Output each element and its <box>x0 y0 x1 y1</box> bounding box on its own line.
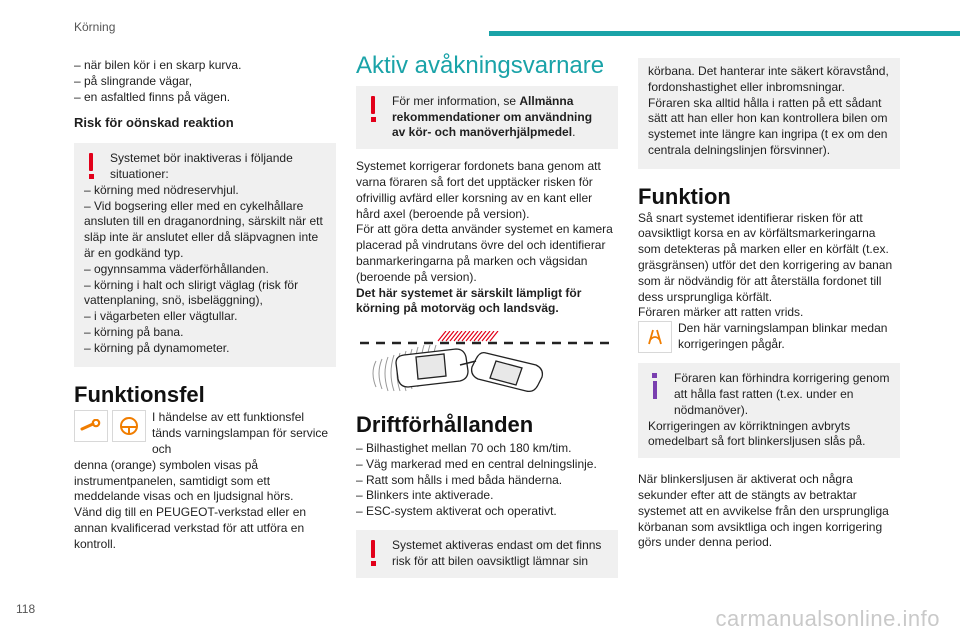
list-item: – körning på dynamometer. <box>84 340 230 355</box>
paragraph: När blinkersljusen är aktiverat och några sekunder efter att de stängts av betraktar systemet att en avvikelse från den ursprungliga körbanan som avsiktliga och ingen korrigering görs under denna period. <box>638 472 889 550</box>
paragraph: Systemet korrigerar fordonets bana genom att varna föraren så fort det upptäcker risken för ofrivillig avfärd eller korsning av en kant eller hård axel (beroende på version). <box>356 159 601 221</box>
page-number: 118 <box>16 602 36 616</box>
note-suffix: . <box>572 125 576 140</box>
info-icon <box>652 373 658 399</box>
info-box <box>638 363 900 458</box>
lane-correction-illustration <box>356 331 618 403</box>
paragraph: För att göra detta använder systemet en kamera placerad på vindrutans övre del och identifierar banmarkeringarna på marken och vägsidan (beroende på version). <box>356 222 613 284</box>
conditions-heading: Driftförhållanden <box>356 412 534 438</box>
lane-warning-lamp-icon <box>638 321 672 353</box>
list-item: – ESC-system aktiverat och operativt. <box>356 504 557 519</box>
list-item: – Blinkers inte aktiverade. <box>356 488 494 503</box>
list-item: – i vägarbeten eller vägtullar. <box>84 309 238 324</box>
paragraph-bold: Det här systemet är särskilt lämpligt för körning på motorväg och landsväg. <box>356 285 582 316</box>
paragraph: Så snart systemet identifierar risken för att oavsiktligt korsa en av körfältsmarkeringarna som detekteras på marken eller en körfält (t.ex. gräsgränsen) utför det den korrigering av banan som är nödvändig för att återställa fordonet till dess ursprungliga körfält. <box>638 210 893 304</box>
fault-text-first: I händelse av ett funktionsfel tänds varningslampan för service och <box>152 410 329 456</box>
intro-list <box>74 58 336 105</box>
list-item: – Vid bogsering eller med en cykelhållare ansluten till en draganordning, särskilt när ett släp inte är anslutet eller då släpvagnen inte är en godkänd typ. <box>84 198 323 260</box>
column-left <box>74 58 336 553</box>
paragraph: Föraren märker att ratten vrids. <box>638 305 804 320</box>
box-text: Föraren ska alltid hålla i ratten på ett sådant sätt att han eller hon kan kontrollera bilen om systemet inte längre kan ingripa (t ex om den centrala delningslinjen försvinner). <box>648 95 888 157</box>
fault-icons <box>74 410 146 442</box>
list-item: – körning med nödreservhjul. <box>84 182 239 197</box>
steering-lane-icon <box>112 410 146 442</box>
note-box <box>356 86 618 149</box>
list-item: – Bilhastighet mellan 70 och 180 km/tim. <box>356 440 572 455</box>
warning-box <box>74 143 336 366</box>
lamp-text: Den här varningslampan blinkar medan korrigeringen pågår. <box>678 321 888 351</box>
warning-box-first: Systemet bör inaktiveras i följande situationer: <box>110 151 293 181</box>
function-heading: Funktion <box>638 183 731 209</box>
section-title: Aktiv avåkningsvarnare <box>356 52 605 79</box>
risk-heading: Risk för oönskad reaktion <box>74 115 234 131</box>
info-text-first: Föraren kan förhindra korrigering genom att hålla fast ratten (t.ex. under en nödmanöver). <box>674 371 890 417</box>
note-link-text: Allmänna rekommendationer om användning av kör- och manöverhjälpmedel <box>392 93 593 140</box>
lamp-row <box>638 321 900 353</box>
list-item: – på slingrande vägar, <box>74 73 193 88</box>
warning-icon <box>370 96 376 122</box>
lane-illustration <box>356 331 618 403</box>
list-item: – körning på bana. <box>84 324 184 339</box>
note-text <box>366 94 608 141</box>
list-item: – Ratt som hålls i med båda händerna. <box>356 472 563 487</box>
list-item: – Väg markerad med en central delningslinje. <box>356 456 597 471</box>
fault-text-last: Vänd dig till en PEUGEOT-verkstad eller en annan kvalificerad verkstad för att utföra en kontroll. <box>74 505 307 551</box>
continued-warning-box <box>638 58 900 169</box>
list-item: – en asfaltled finns på vägen. <box>74 89 231 104</box>
warning-icon <box>88 153 94 179</box>
column-middle <box>356 52 618 578</box>
column-right <box>638 58 900 551</box>
header-accent-bar <box>489 31 960 36</box>
fault-text-rest: denna (orange) symbolen visas på instrumentpanelen, samtidigt som ett meddelande visas och en ljudsignal hörs. <box>74 457 294 504</box>
warning-icon <box>370 540 376 566</box>
wrench-icon <box>74 410 108 442</box>
list-item: – körning i halt och slirigt väglag (risk för vattenplaning, snö, isbeläggning), <box>84 277 299 308</box>
list-item: – när bilen kör i en skarp kurva. <box>74 58 242 72</box>
watermark: carmanualsonline.info <box>715 606 940 631</box>
section-header-label: Körning <box>74 20 116 34</box>
activation-warning-box <box>356 530 618 578</box>
warning-text: Systemet aktiveras endast om det finns risk för att bilen oavsiktligt lämnar sin <box>392 537 602 568</box>
fault-heading: Funktionsfel <box>74 381 205 407</box>
conditions-list <box>356 441 618 520</box>
fault-section <box>74 410 336 552</box>
note-prefix: För mer information, se <box>392 93 520 108</box>
box-text: körbana. Det hanterar inte säkert köravstånd, fordonshastighet eller inbromsningar. <box>648 64 889 94</box>
list-item: – ogynnsamma väderförhållanden. <box>84 261 269 276</box>
info-text-second: Korrigeringen av körriktningen avbryts omedelbart så fort blinkersljusen slås på. <box>648 418 866 449</box>
